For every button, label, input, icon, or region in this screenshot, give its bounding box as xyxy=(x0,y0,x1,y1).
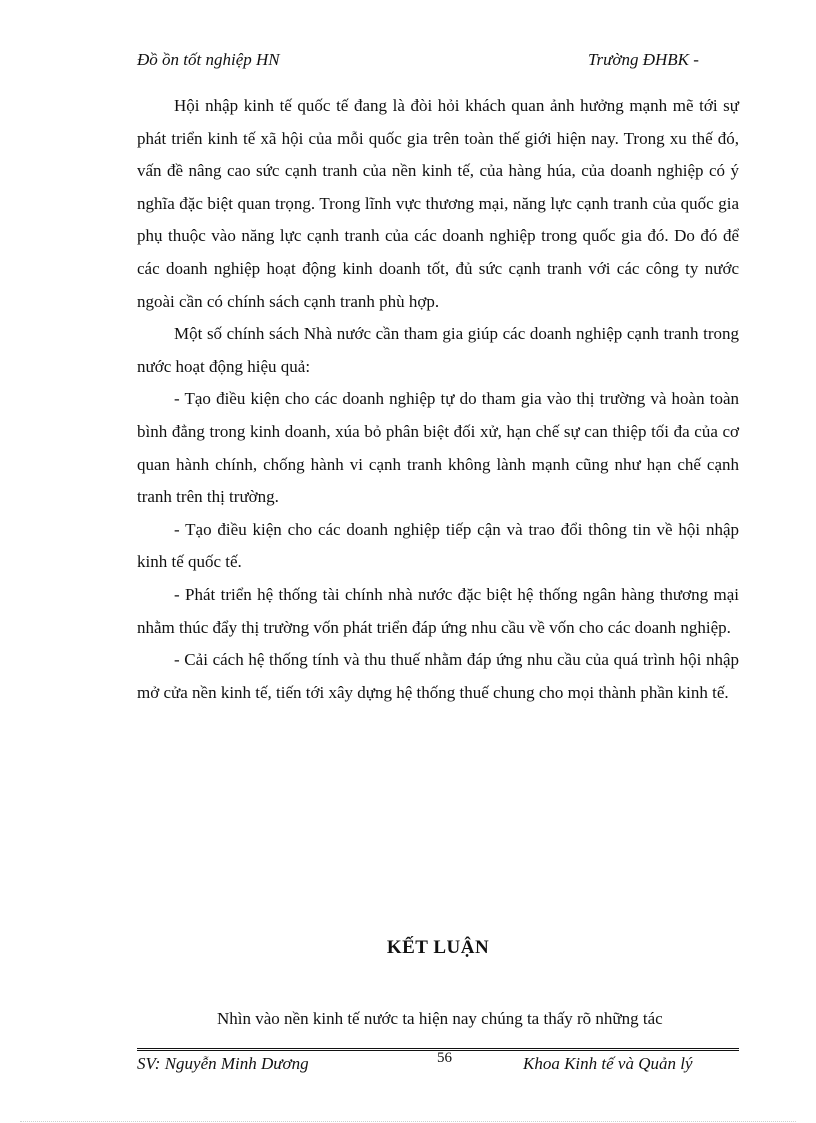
paragraph-policy-1: - Tạo điều kiện cho các doanh nghiệp tự do tham gia vào thị trường và hoàn toàn bình đẳng trong kinh doanh, xúa bỏ phân biệt đối xử, hạn chế sự can thiệp tối đa của cơ quan hành chính, chống hành vi cạnh tranh không lành mạnh cũng như hạn chế cạnh tranh trên thị trường. xyxy=(137,389,739,507)
paragraph-policy-2: - Tạo điều kiện cho các doanh nghiệp tiếp cận và trao đổi thông tin về hội nhập kinh tế quốc tế. xyxy=(137,519,739,572)
header-left-text: Đồ ồn tốt nghiệp HN xyxy=(137,50,280,69)
closing-paragraph: Nhìn vào nền kinh tế nước ta hiện nay chúng ta thấy rõ những tác xyxy=(217,1009,663,1028)
paragraph-intro: Hội nhập kinh tế quốc tế đang là đòi hỏi khách quan ảnh hưởng mạnh mẽ tới sự phát triển kinh tế xã hội của mỗi quốc gia trên toàn thế giới hiện nay. Trong xu thế đó, vấn đề nâng cao sức cạnh tranh của nền kinh tế, của hàng húa, của doanh nghiệp có ý nghĩa đặc biệt quan trọng. Trong lĩnh vực thương mại, năng lực cạnh tranh của quốc gia phụ thuộc vào năng lực cạnh tranh của các doanh nghiệp trong quốc gia đó. Do đó để các doanh nghiệp hoạt động kinh doanh tốt, đủ sức cạnh tranh với các công ty nước ngoài cần có chính sách cạnh tranh phù hợp. xyxy=(137,96,739,311)
closing-text xyxy=(137,1005,739,1033)
section-heading: KẾT LUẬN xyxy=(386,937,490,958)
footer-student-name: SV: Nguyễn Minh Dương xyxy=(137,1054,309,1073)
footer-department: Khoa Kinh tế và Quản lý xyxy=(523,1054,693,1073)
page-edge-divider xyxy=(20,1121,796,1122)
paragraph-policies-intro: Một số chính sách Nhà nước cần tham gia giúp các doanh nghiệp cạnh tranh trong nước hoạt động hiệu quả: xyxy=(137,324,739,376)
header-right-text: Trường ĐHBK - xyxy=(588,50,699,69)
page-number: 56 xyxy=(437,1050,452,1066)
body-text xyxy=(137,90,739,709)
paragraph-policy-4: - Cải cách hệ thống tính và thu thuế nhằm đáp ứng nhu cầu của quá trình hội nhập mở cửa nền kinh tế, tiến tới xây dựng hệ thống thuế chung cho mọi thành phần kinh tế. xyxy=(137,650,739,702)
paragraph-policy-3: - Phát triển hệ thống tài chính nhà nước đặc biệt hệ thống ngân hàng thương mại nhằm thúc đẩy thị trường vốn phát triển đáp ứng nhu cầu về vốn cho các doanh nghiệp. xyxy=(137,584,739,637)
